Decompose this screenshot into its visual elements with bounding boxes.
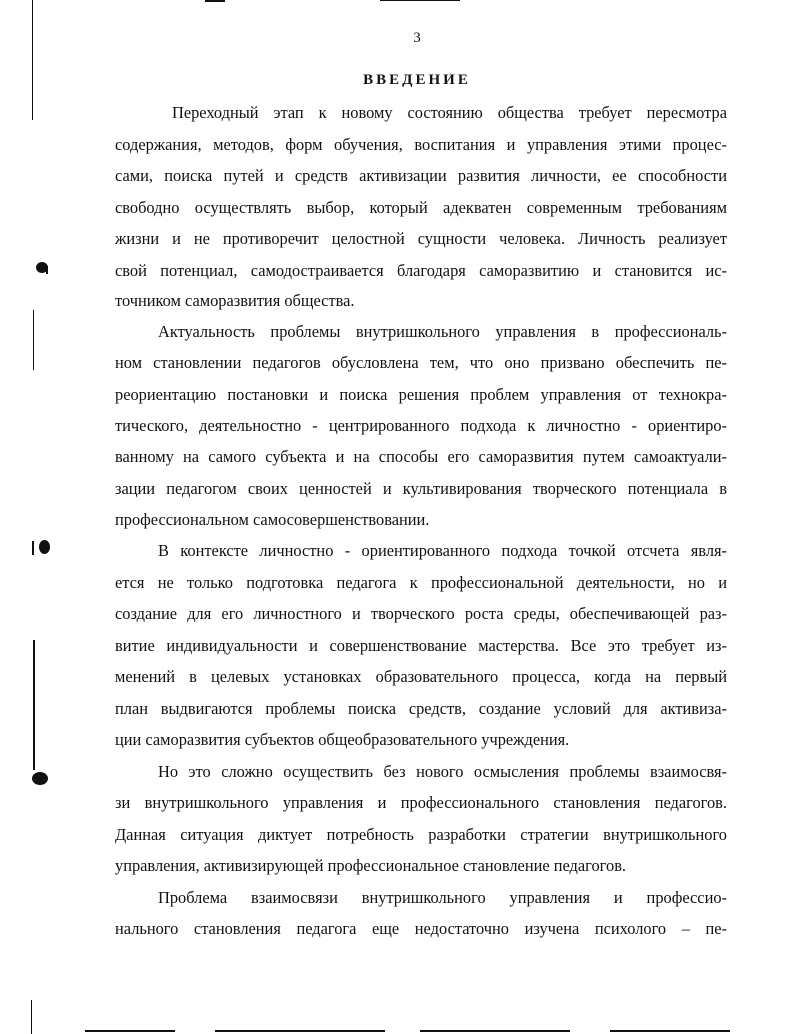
body-line: план выдвигаются проблемы поиска средств, создание условий для активиза- xyxy=(115,699,727,718)
scan-edge-dash xyxy=(610,1030,730,1032)
ink-mark xyxy=(32,541,34,555)
body-line: свободно осуществлять выбор, который адекватен современным требованиям xyxy=(115,198,727,217)
body-line: ется не только подготовка педагога к профессиональной деятельности, но и xyxy=(115,573,727,592)
body-line: ном становлении педагогов обусловлена тем, что оно призвано обеспечить пе- xyxy=(115,353,727,372)
body-line: Переходный этап к новому состоянию общества требует пересмотра xyxy=(172,103,727,122)
ink-blot xyxy=(32,772,48,785)
body-line: зации педагогом своих ценностей и культивирования творческого потенциала в xyxy=(115,479,727,498)
scan-edge-line xyxy=(33,310,34,370)
body-line: ции саморазвития субъектов общеобразовательного учреждения. xyxy=(115,730,570,749)
body-line: сами, поиска путей и средств активизации развития личности, ее способности xyxy=(115,166,727,185)
body-line: управления, активизирующей профессиональное становление педагогов. xyxy=(115,856,627,875)
scan-edge-line xyxy=(31,1000,32,1034)
scan-edge-dash xyxy=(85,1030,175,1032)
body-line: Проблема взаимосвязи внутришкольного управления и профессио- xyxy=(158,888,727,907)
body-line: Но это сложно осуществить без нового осмысления проблемы взаимосвя- xyxy=(158,762,727,781)
body-line: свой потенциал, самодостраивается благодаря саморазвитию и становится ис- xyxy=(115,261,727,280)
scan-edge-line xyxy=(33,640,35,770)
body-line: Актуальность проблемы внутришкольного управления в профессиональ- xyxy=(158,322,727,341)
ink-blot xyxy=(39,540,50,554)
body-line: менений в целевых установках образовательного процесса, когда на первый xyxy=(115,667,727,686)
section-heading: ВВЕДЕНИЕ xyxy=(363,72,471,88)
body-line: точником саморазвития общества. xyxy=(115,291,355,310)
body-line: тического, деятельностно - центрированного подхода к личностно - ориентиро- xyxy=(115,416,727,435)
body-line: В контексте личностно - ориентированного подхода точкой отсчета явля- xyxy=(158,541,727,560)
body-line: профессиональном самосовершенствовании. xyxy=(115,510,430,529)
body-line: витие индивидуальности и совершенствование мастерства. Все это требует из- xyxy=(115,636,727,655)
body-line: жизни и не противоречит целостной сущности человека. Личность реализует xyxy=(115,229,727,248)
body-line: содержания, методов, форм обучения, воспитания и управления этими процес- xyxy=(115,135,727,154)
scan-edge-dash xyxy=(205,0,225,2)
body-line: реориентацию постановки и поиска решения проблем управления от технокра- xyxy=(115,385,727,404)
body-line: зи внутришкольного управления и профессионального становления педагогов. xyxy=(115,793,727,812)
ink-mark xyxy=(46,266,48,274)
body-line: ванному на самого субъекта и на способы его саморазвития путем самоактуали- xyxy=(115,447,727,466)
body-line: Данная ситуация диктует потребность разработки стратегии внутришкольного xyxy=(115,825,727,844)
scan-edge-dash xyxy=(420,1030,570,1032)
body-line: создание для его личностного и творческого роста среды, обеспечивающей раз- xyxy=(115,604,727,623)
page-number: 3 xyxy=(413,30,421,46)
scan-edge-line xyxy=(32,0,33,120)
scan-edge-dash xyxy=(380,0,460,1)
body-line: нального становления педагога еще недостаточно изучена психолого – пе- xyxy=(115,919,727,938)
scan-edge-dash xyxy=(215,1030,385,1032)
